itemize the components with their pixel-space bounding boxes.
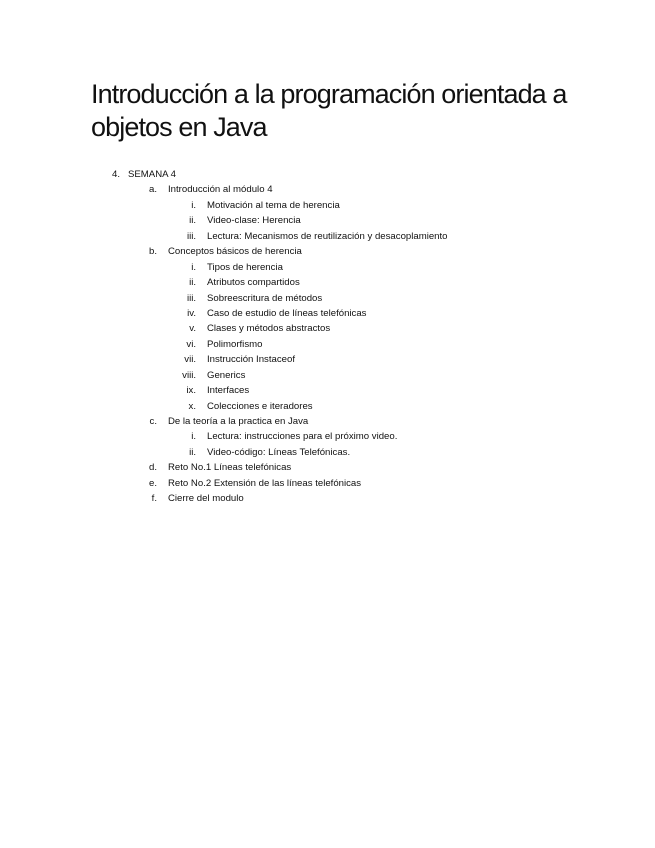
list-item-text: Tipos de herencia (207, 261, 283, 273)
list-item-text: De la teoría a la practica en Java (168, 416, 309, 427)
list-item-text: Cierre del modulo (168, 493, 244, 505)
list-item-text: Motivación al tema de herencia (207, 199, 340, 211)
outline-item (0, 260, 655, 275)
list-marker: vi. (186, 338, 196, 350)
list-item-text: Video-clase: Herencia (207, 215, 301, 227)
list-marker: f. (151, 493, 157, 505)
list-marker: c. (149, 416, 157, 427)
list-item-text: Polimorfismo (207, 338, 263, 350)
outline-item (0, 429, 655, 444)
list-item-text: Caso de estudio de líneas telefónicas (207, 307, 367, 319)
list-marker: x. (188, 400, 196, 412)
outline-item (0, 399, 655, 414)
outline-item (0, 198, 655, 213)
list-marker: iv. (187, 307, 196, 319)
outline-item (0, 275, 655, 290)
list-item-text: Lectura: Mecanismos de reutilización y desacoplamiento (207, 230, 448, 242)
outline-item (0, 306, 655, 321)
list-marker: v. (189, 323, 196, 335)
outline-item (0, 476, 655, 491)
outline-item (0, 213, 655, 228)
list-item-text: Generics (207, 369, 246, 381)
outline-list (0, 167, 655, 507)
outline-item (0, 445, 655, 460)
list-marker: ii. (189, 277, 196, 289)
list-item-text: Colecciones e iteradores (207, 400, 313, 412)
outline-item (0, 291, 655, 306)
outline-item (0, 337, 655, 352)
list-item-text: Interfaces (207, 385, 250, 397)
list-marker: ii. (189, 446, 196, 458)
list-marker: i. (191, 261, 196, 273)
list-item-text: Clases y métodos abstractos (207, 323, 331, 335)
list-item-text: Conceptos básicos de herencia (168, 246, 302, 258)
list-marker: ii. (189, 215, 196, 227)
outline-item (0, 167, 655, 182)
list-marker: a. (148, 184, 157, 196)
list-item-text: Lectura: instrucciones para el próximo video. (207, 431, 398, 443)
outline-item (0, 491, 655, 506)
list-item-text: SEMANA 4 (128, 169, 176, 180)
list-marker: iii. (186, 230, 196, 242)
list-item-text: Sobreescritura de métodos (207, 292, 323, 304)
list-marker: i. (191, 431, 196, 443)
outline-item (0, 352, 655, 367)
list-marker: 4. (111, 169, 120, 180)
outline-item (0, 460, 655, 475)
list-marker: e. (148, 477, 157, 489)
list-item-text: Atributos compartidos (207, 277, 300, 289)
list-marker: b. (148, 246, 157, 258)
outline-item (0, 182, 655, 197)
list-marker: d. (148, 462, 157, 474)
list-marker: viii. (182, 369, 196, 381)
list-marker: i. (191, 199, 196, 211)
list-item-text: Reto No.2 Extensión de las líneas telefónicas (168, 477, 362, 489)
list-marker: iii. (186, 292, 196, 304)
list-marker: vii. (184, 354, 196, 366)
outline-item (0, 321, 655, 336)
document-title: Introducción a la programación orientada a objetos en Java (91, 79, 567, 142)
outline-item (0, 414, 655, 429)
list-item-text: Instrucción Instaceof (207, 354, 295, 366)
outline-item (0, 229, 655, 244)
outline-item (0, 368, 655, 383)
outline-item (0, 244, 655, 259)
list-item-text: Introducción al módulo 4 (168, 184, 273, 196)
list-item-text: Reto No.1 Líneas telefónicas (168, 462, 292, 474)
list-marker: ix. (186, 385, 196, 397)
list-item-text: Video-código: Líneas Telefónicas. (207, 446, 351, 458)
outline-item (0, 383, 655, 398)
